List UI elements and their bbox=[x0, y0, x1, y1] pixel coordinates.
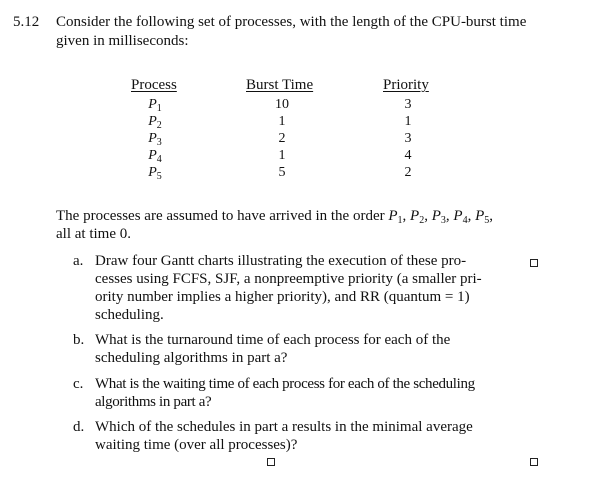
table-cell-process: $P_3$ bbox=[148, 131, 162, 148]
part-b-text bbox=[95, 331, 450, 367]
table-cell-priority: 2 bbox=[404, 165, 412, 180]
part-a-line: Draw four Gantt charts illustrating the execution of these pro- bbox=[95, 253, 467, 269]
part-d-label: d. bbox=[73, 419, 85, 435]
table-cell-process: $P_4$ bbox=[148, 148, 162, 165]
table-cell-burst: 1 bbox=[278, 148, 286, 163]
part-d-line: waiting time (over all processes)? bbox=[95, 437, 298, 453]
part-b-line: What is the turnaround time of each process for each of the bbox=[95, 332, 451, 348]
question-text-line-1: Consider the following set of processes, with the length of the CPU-burst time bbox=[56, 14, 527, 30]
table-cell-priority: 3 bbox=[404, 97, 412, 112]
table-cell-burst: 10 bbox=[275, 97, 289, 112]
part-d-line: Which of the schedules in part a results in the minimal average bbox=[95, 419, 473, 435]
part-d-text bbox=[95, 418, 473, 454]
table-column-process bbox=[143, 96, 167, 181]
table-header-priority: Priority bbox=[383, 77, 429, 93]
part-a-text bbox=[95, 252, 482, 324]
table-column-priority bbox=[397, 96, 419, 181]
part-b-line: scheduling algorithms in part a? bbox=[95, 350, 288, 366]
table-cell-process: $P_1$ bbox=[148, 97, 162, 114]
table-cell-burst: 5 bbox=[278, 165, 286, 180]
table-cell-priority: 4 bbox=[404, 148, 412, 163]
resize-handle-bottom-right[interactable] bbox=[530, 458, 538, 466]
part-a-label: a. bbox=[73, 253, 84, 269]
part-c-line: What is the waiting time of each process for each of the scheduling bbox=[95, 376, 475, 392]
table-cell-process: $P_5$ bbox=[148, 165, 162, 182]
part-a-line: cesses using FCFS, SJF, a nonpreemptive priority (a smaller pri- bbox=[95, 271, 482, 287]
question-number: 5.12 bbox=[13, 14, 40, 30]
arrival-text-line-2: all at time 0. bbox=[56, 226, 131, 242]
table-cell-priority: 3 bbox=[404, 131, 412, 146]
part-b-label: b. bbox=[73, 332, 85, 348]
part-c-line: algorithms in part a? bbox=[95, 394, 212, 410]
table-cell-burst: 2 bbox=[278, 131, 286, 146]
table-cell-priority: 1 bbox=[404, 114, 412, 129]
table-header-process: Process bbox=[131, 77, 177, 93]
table-cell-burst: 1 bbox=[278, 114, 286, 129]
question-text-line-2: given in milliseconds: bbox=[56, 33, 189, 49]
table-column-burst-time bbox=[270, 96, 294, 181]
resize-handle-top-right[interactable] bbox=[530, 259, 538, 267]
part-c-text bbox=[95, 375, 475, 411]
part-a-line: scheduling. bbox=[95, 307, 164, 323]
arrival-text-line-1: The processes are assumed to have arrived in the order $P_1$, $P_2$, $P_3$, $P_4$, $P_5$, bbox=[56, 208, 493, 226]
resize-handle-bottom-center[interactable] bbox=[267, 458, 275, 466]
part-a-line: ority number implies a higher priority), and RR (quantum = 1) bbox=[95, 289, 470, 305]
part-c-label: c. bbox=[73, 376, 84, 392]
table-cell-process: $P_2$ bbox=[148, 114, 162, 131]
table-header-burst-time: Burst Time bbox=[246, 77, 314, 93]
